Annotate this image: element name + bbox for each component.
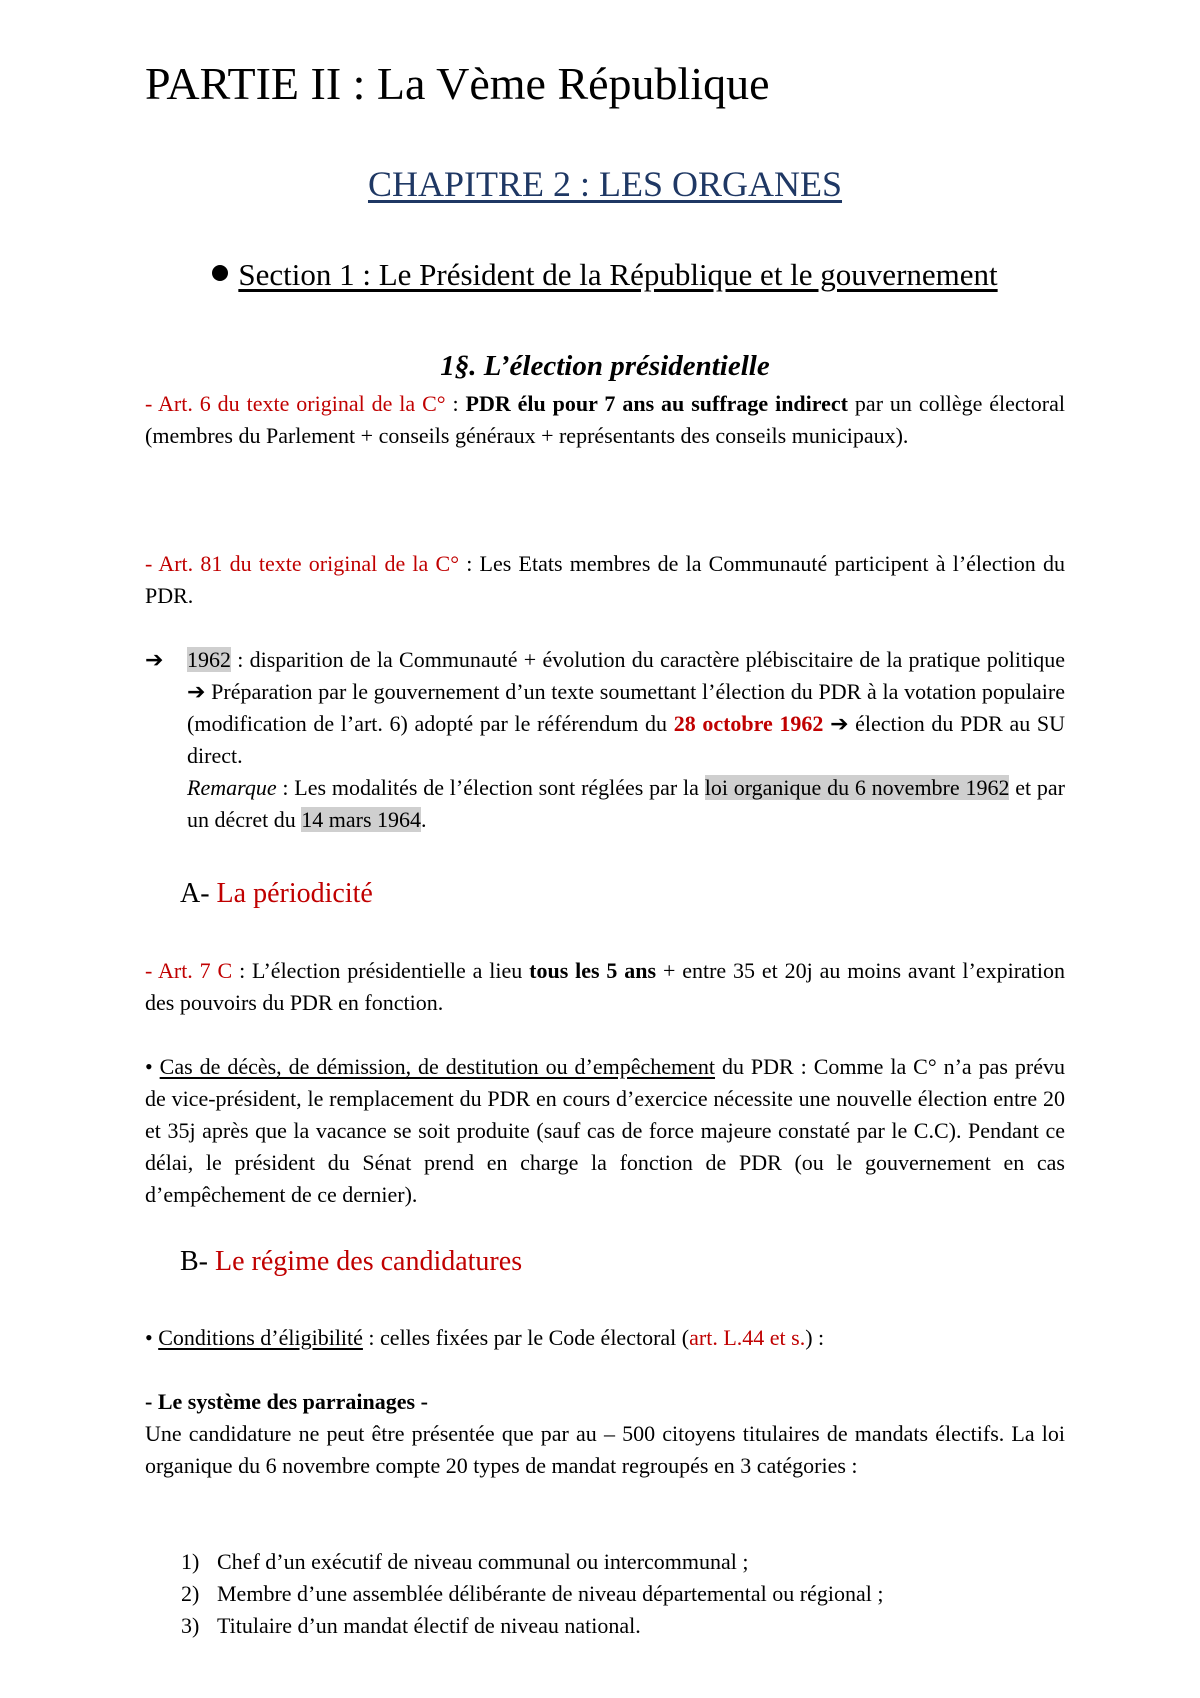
art7-text-1: : L’élection présidentielle a lieu <box>232 958 530 983</box>
eligibility-underlined: Conditions d’éligibilité <box>158 1325 363 1350</box>
right-arrow-icon: ➔ <box>830 711 849 736</box>
chapter-heading-text: CHAPITRE 2 : LES ORGANES <box>367 164 843 204</box>
list-item-text: Membre d’une assemblée délibérante de niveau départemental ou régional ; <box>217 1581 884 1606</box>
art6-dash: - <box>145 391 159 416</box>
eligibility-text-1: : celles fixées par le Code électoral ( <box>362 1325 690 1350</box>
vacancy-rest: du PDR : Comme la C° n’a pas prévu de vice-président, le remplacement du PDR en cours d’exercice nécessite une nouvelle élection entre 20 et 35j après que la vacance se soit produite (sauf cas de force majeure constaté par le C.C). Pendant ce délai, le président du Sénat prend en charge la fonction de PDR (ou le gouvernement en cas d’empêchement de ce dernier). <box>145 1054 1065 1207</box>
art7-dash: - <box>145 958 158 983</box>
art6-paragraph <box>145 388 1065 452</box>
art7-paragraph <box>145 955 1065 1019</box>
art7-reference: Art. 7 C <box>157 958 233 983</box>
remark-text-3: . <box>421 807 427 832</box>
bullet-icon: • <box>145 1325 159 1350</box>
art6-reference: Art. 6 du texte original de la C° <box>158 391 446 416</box>
y1962-text-2: Préparation par le gouvernement d’un texte soumettant l’élection du PDR à la votation populaire (modification de l’art. 6) adopté par le référendum du <box>187 679 1065 736</box>
y1962-year: 1962 <box>187 647 231 672</box>
art81-reference: Art. 81 du texte original de la C° <box>158 551 459 576</box>
remark-highlight-decree: 14 mars 1964 <box>301 807 421 832</box>
paragraph-title: 1§. L’élection présidentielle <box>440 350 770 382</box>
y1962-date: 28 octobre 1962 <box>673 711 824 736</box>
art81-paragraph <box>145 548 1065 612</box>
eligibility-paragraph <box>145 1322 1065 1354</box>
list-item <box>145 1546 1065 1578</box>
subsection-b-name: Le régime des candidatures <box>215 1246 523 1277</box>
bullet-dot-icon <box>212 265 228 281</box>
subsection-a-heading <box>180 878 373 910</box>
list-item-number: 1) <box>181 1549 200 1574</box>
list-item-number: 2) <box>181 1581 200 1606</box>
list-item-number: 3) <box>181 1613 200 1638</box>
list-item <box>145 1610 1065 1642</box>
right-arrow-icon: ➔ <box>145 647 164 672</box>
categories-list <box>145 1546 1065 1642</box>
remark-highlight-law: loi organique du 6 novembre 1962 <box>704 775 1010 800</box>
sponsorship-paragraph <box>145 1386 1065 1482</box>
subsection-a-name: La périodicité <box>216 878 373 909</box>
section-heading-text: Section 1 : Le Président de la République et le gouvernement <box>238 257 998 292</box>
sponsorship-text: Une candidature ne peut être présentée que par au – 500 citoyens titulaires de mandats électifs. La loi organique du 6 novembre compte 20 types de mandat regroupés en 3 catégories : <box>145 1421 1065 1478</box>
subsection-b-heading <box>180 1246 522 1278</box>
remark-text-1: : Les modalités de l’élection sont réglées par la <box>276 775 705 800</box>
list-item-text: Titulaire d’un mandat électif de niveau national. <box>217 1613 641 1638</box>
art6-rest: par un collège électoral (membres du Parlement + conseils généraux + représentants des conseils municipaux). <box>145 391 1066 448</box>
y1962-paragraph <box>145 644 1065 836</box>
bullet-icon: • <box>145 1054 160 1079</box>
y1962-text-1: : disparition de la Communauté + évolution du caractère plébiscitaire de la pratique politique <box>231 647 1065 672</box>
vacancy-paragraph <box>145 1051 1065 1211</box>
chapter-heading <box>0 163 1200 206</box>
eligibility-text-2: ) : <box>805 1325 825 1350</box>
art7-text-2: + entre 35 et 20j au moins avant l’expiration des pouvoirs du PDR en fonction. <box>145 958 1066 1015</box>
subsection-a-letter: A- <box>180 878 217 909</box>
right-arrow-icon: ➔ <box>187 679 206 704</box>
remark-label: Remarque <box>187 775 277 800</box>
document-title: PARTIE II : La Vème République <box>145 58 770 109</box>
art6-bold: PDR élu pour 7 ans au suffrage indirect <box>465 391 849 416</box>
art81-dash: - <box>145 551 159 576</box>
sponsorship-title: - Le système des parrainages - <box>145 1389 428 1414</box>
remark-text-2: et par un décret du <box>187 775 1066 832</box>
art7-bold: tous les 5 ans <box>529 958 657 983</box>
eligibility-reference: art. L.44 et s. <box>689 1325 806 1350</box>
list-item-text: Chef d’un exécutif de niveau communal ou intercommunal ; <box>217 1549 749 1574</box>
art81-rest: : Les Etats membres de la Communauté participent à l’élection du PDR. <box>145 551 1065 608</box>
y1962-text-3: élection du PDR au SU direct. <box>187 711 1065 768</box>
vacancy-underlined: Cas de décès, de démission, de destitution ou d’empêchement <box>159 1054 716 1079</box>
section-heading <box>0 256 1200 293</box>
list-item <box>145 1578 1065 1610</box>
art6-separator: : <box>445 391 466 416</box>
subsection-b-letter: B- <box>180 1246 215 1277</box>
